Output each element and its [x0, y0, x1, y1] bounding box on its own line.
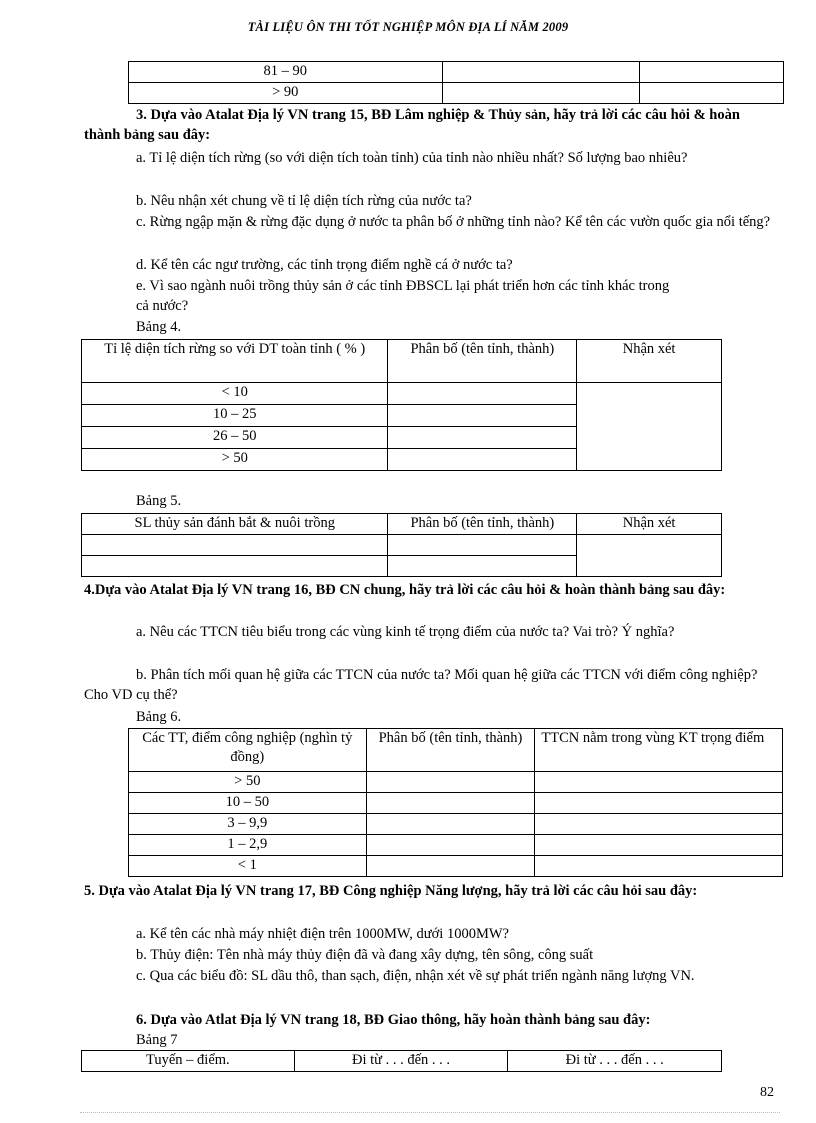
bang6-table: [128, 728, 783, 877]
q3-a: a. Tỉ lệ diện tích rừng (so với diện tích toàn tỉnh) của tỉnh nào nhiều nhất? Số lượng bao nhiêu?: [136, 150, 688, 166]
table-row: [129, 814, 783, 835]
table-header-cell: Nhận xét: [577, 514, 722, 535]
table-cell: 10 – 25: [82, 405, 388, 427]
table-row: [82, 383, 722, 405]
q3-title: 3. Dựa vào Atalat Địa lý VN trang 15, BĐ Lâm nghiệp & Thủy sản, hãy trả lời các câu hỏi & hoàn thành bảng sau đây:: [84, 107, 740, 143]
table-row: [129, 772, 783, 793]
table-row: [82, 535, 722, 556]
table-header-cell: Tuyến – điểm.: [82, 1051, 295, 1072]
table-row: [129, 62, 784, 83]
bang6-label: Bảng 6.: [136, 709, 182, 725]
q3-e-line1: e. Vì sao ngành nuôi trồng thủy sản ở các tỉnh ĐBSCL lại phát triển hơn các tỉnh khác trong: [136, 278, 670, 294]
q5-a: a. Kể tên các nhà máy nhiệt điện trên 1000MW, dưới 1000MW?: [136, 926, 509, 942]
table-cell: 26 – 50: [82, 427, 388, 449]
q4-b: b. Phân tích mối quan hệ giữa các TTCN của nước ta? Mối quan hệ giữa các TTCN với điểm công nghiệp? Cho VD cụ thể?: [84, 667, 758, 703]
table-cell: > 50: [82, 449, 388, 471]
table-cell: 10 – 50: [129, 793, 367, 814]
table-header-cell: SL thủy sản đánh bắt & nuôi trồng: [82, 514, 388, 535]
table-header-cell: TTCN nằm trong vùng KT trọng điểm: [535, 729, 783, 772]
q4-a: a. Nêu các TTCN tiêu biểu trong các vùng kinh tế trọng điểm của nước ta? Vai trò? Ý nghĩa?: [136, 624, 675, 640]
bang5-table: [81, 513, 722, 577]
table-header-cell: Tỉ lệ diện tích rừng so với DT toàn tỉnh ( % ): [82, 340, 388, 383]
table-cell: 1 – 2,9: [129, 835, 367, 856]
table-row: [129, 793, 783, 814]
q5-b: b. Thủy điện: Tên nhà máy thủy điện đã và đang xây dựng, tên sông, công suất: [136, 947, 594, 963]
table-top: [128, 61, 784, 104]
q5-title: 5. Dựa vào Atalat Địa lý VN trang 17, BĐ Công nghiệp Năng lượng, hãy trả lời các câu hỏi sau đây:: [84, 883, 698, 899]
table-header-row: [129, 729, 783, 772]
table-header-cell: Các TT, điểm công nghiệp (nghìn tỷ đồng): [129, 729, 367, 772]
page-number: 82: [760, 1085, 774, 1100]
bang5-label: Bảng 5.: [136, 493, 182, 509]
table-cell: 81 – 90: [129, 62, 443, 83]
table-header-cell: Phân bố (tên tỉnh, thành): [388, 514, 577, 535]
table-header-cell: Phân bố (tên tỉnh, thành): [366, 729, 535, 772]
table-header-row: [82, 1051, 722, 1072]
q3-e-line2: cả nước?: [136, 298, 189, 314]
q3-b: b. Nêu nhận xét chung về tỉ lệ diện tích rừng của nước ta?: [136, 193, 472, 209]
bang7-label: Bảng 7: [136, 1032, 178, 1048]
table-header-row: [82, 514, 722, 535]
table-row: [129, 83, 784, 104]
table-header-cell: Đi từ . . . đến . . .: [294, 1051, 508, 1072]
bang7-table: [81, 1050, 722, 1072]
table-cell: < 1: [129, 856, 367, 877]
table-row: [129, 835, 783, 856]
table-cell: 3 – 9,9: [129, 814, 367, 835]
q3-c: c. Rừng ngập mặn & rừng đặc dụng ở nước ta phân bố ở những tỉnh nào? Kể tên các vườn quốc gia nổi tếng?: [136, 214, 771, 230]
q4-title: 4.Dựa vào Atalat Địa lý VN trang 16, BĐ CN chung, hãy trả lời các câu hỏi & hoàn thành bảng sau đây:: [84, 582, 726, 598]
footer-divider: [80, 1112, 780, 1113]
q3-d: d. Kể tên các ngư trường, các tỉnh trọng điểm nghề cá ở nước ta?: [136, 257, 513, 273]
bang4-label: Bảng 4.: [136, 319, 182, 335]
table-cell: > 90: [129, 83, 443, 104]
table-header-cell: Phân bố (tên tỉnh, thành): [388, 340, 577, 383]
bang4-table: [81, 339, 722, 471]
page-header: TÀI LIỆU ÔN THI TỐT NGHIỆP MÔN ĐỊA LÍ NĂM 2009: [247, 20, 569, 34]
table-cell: < 10: [82, 383, 388, 405]
table-header-cell: Đi từ . . . đến . . .: [508, 1051, 722, 1072]
table-row: [129, 856, 783, 877]
table-cell: > 50: [129, 772, 367, 793]
q5-c: c. Qua các biểu đồ: SL dầu thô, than sạch, điện, nhận xét về sự phát triển ngành năng lượng VN.: [136, 968, 695, 984]
table-header-cell: Nhận xét: [577, 340, 722, 383]
q6-title: 6. Dựa vào Atlat Địa lý VN trang 18, BĐ Giao thông, hãy hoàn thành bảng sau đây:: [136, 1012, 651, 1028]
table-header-row: [82, 340, 722, 383]
